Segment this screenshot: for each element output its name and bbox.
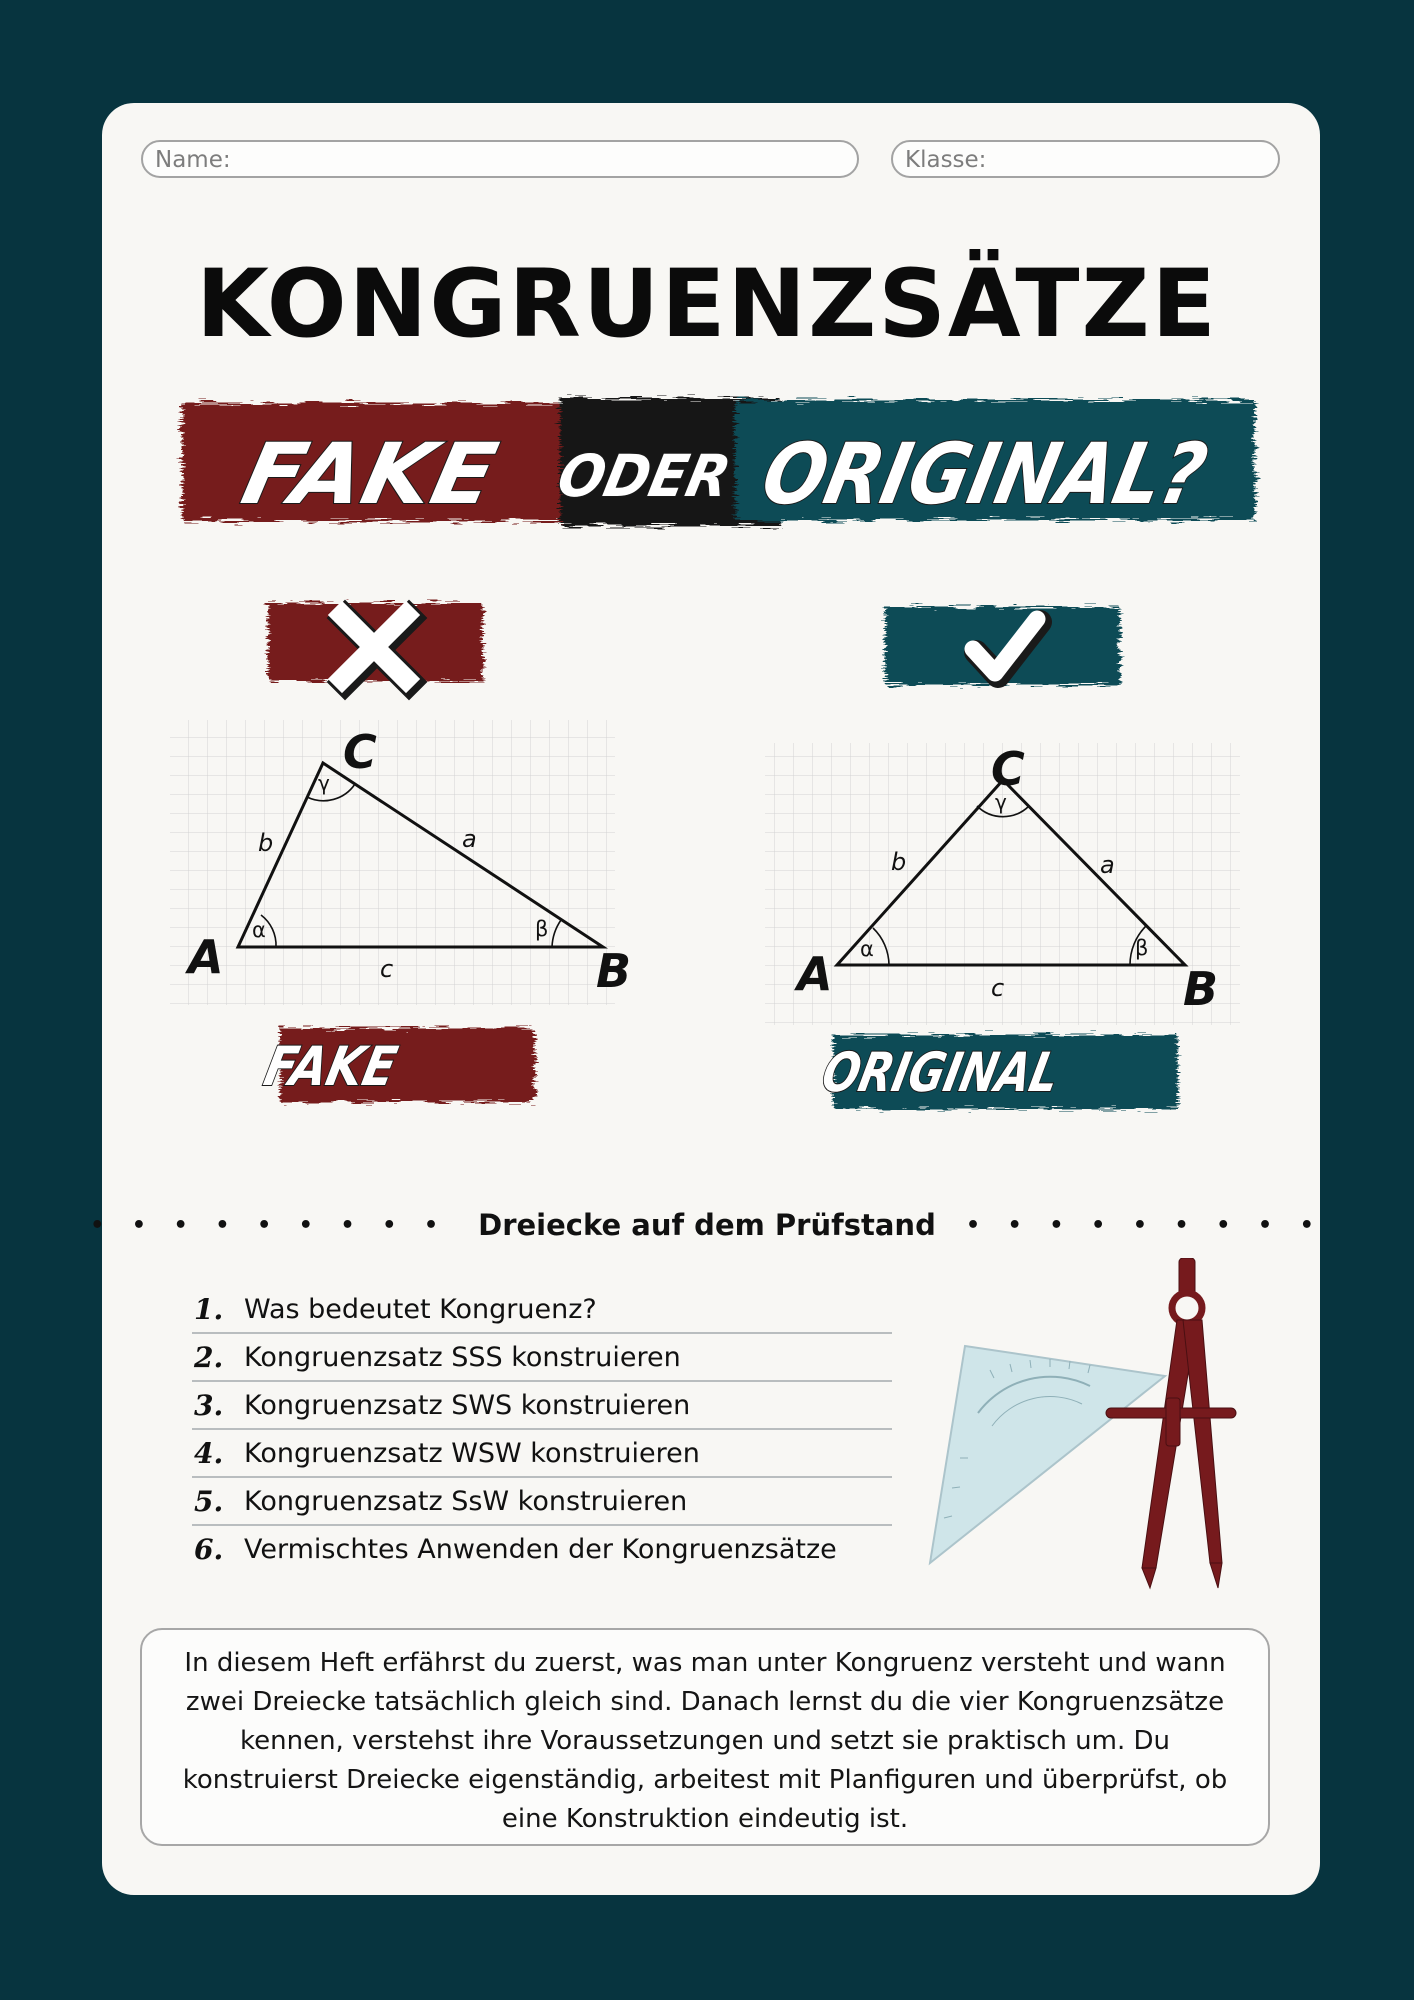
description-box [140, 1628, 1270, 1846]
section-heading-text: Dreiecke auf dem Prüfstand [478, 1208, 936, 1242]
fake-side-c: c [380, 955, 394, 983]
topic-text: Kongruenzsatz SWS konstruieren [244, 1390, 691, 1421]
fake-vertex-c: C [343, 725, 377, 779]
fake-vertex-b: B [596, 944, 632, 998]
original-panel [755, 585, 1285, 1125]
banner-word-original: ORIGINAL? [754, 425, 1280, 524]
original-side-c: c [991, 974, 1005, 1002]
topic-text: Vermischtes Anwenden der Kongruenzsätze [244, 1534, 837, 1565]
topic-number: 6. [194, 1533, 224, 1566]
topic-text: Kongruenzsatz WSW konstruieren [244, 1438, 700, 1469]
description-text: In diesem Heft erfährst du zuerst, was man unter Kongruenz versteht und wann zwei Dreiecke tatsächlich gleich sind. Danach lernst du die vier Kongruenzsätze kennen, verstehst ihre Voraussetzungen und setzt sie praktisch um. Du konstruierst Dreiecke eigenständig, arbeitest mit Planfiguren und überprüfst, ob eine Konstruktion eindeutig ist. [182, 1648, 1228, 1834]
dots-right: • • • • • • • • • [965, 1213, 1324, 1238]
original-angle-beta: β [1135, 936, 1149, 960]
class-label: Klasse: [905, 147, 987, 173]
topic-number: 3. [194, 1389, 224, 1422]
topic-item [192, 1526, 892, 1574]
topic-number: 5. [194, 1485, 224, 1518]
banner-word-oder: ODER [551, 442, 748, 510]
fake-angle-alpha: α [252, 918, 266, 942]
original-side-a: a [1100, 851, 1115, 879]
topic-item [192, 1286, 892, 1334]
dots-left: • • • • • • • • • [90, 1213, 449, 1238]
topic-item [192, 1478, 892, 1526]
fake-side-b: b [258, 829, 274, 857]
fake-label: FAKE [258, 1034, 423, 1098]
set-square-icon [930, 1346, 1165, 1563]
topic-text: Kongruenzsatz SsW konstruieren [244, 1486, 688, 1517]
name-field[interactable] [141, 140, 859, 178]
original-vertex-b: B [1183, 962, 1219, 1016]
fake-panel [150, 585, 670, 1125]
name-label: Name: [155, 147, 231, 173]
original-label: ORIGINAL [816, 1040, 1124, 1104]
topic-item [192, 1430, 892, 1478]
fake-angle-beta: β [535, 917, 549, 941]
topic-list [192, 1286, 892, 1574]
topic-number: 4. [194, 1437, 224, 1470]
class-field[interactable] [891, 140, 1280, 178]
topic-item [192, 1382, 892, 1430]
fake-vertex-a: A [188, 930, 224, 984]
topic-text: Kongruenzsatz SSS konstruieren [244, 1342, 681, 1373]
geometry-tools-illustration [920, 1258, 1250, 1598]
original-vertex-c: C [991, 742, 1025, 796]
topic-text: Was bedeutet Kongruenz? [244, 1294, 597, 1325]
banner-word-fake: FAKE [234, 425, 489, 524]
original-side-b: b [891, 848, 907, 876]
original-angle-gamma: γ [995, 790, 1007, 814]
fake-side-a: a [462, 825, 477, 853]
fake-angle-gamma: γ [318, 771, 330, 795]
original-angle-alpha: α [860, 937, 874, 961]
compass-icon [1106, 1258, 1236, 1588]
page-title: KONGRUENZSÄTZE [196, 250, 1218, 359]
topic-number: 2. [194, 1341, 224, 1374]
topic-item [192, 1334, 892, 1382]
section-heading [0, 1208, 1414, 1242]
original-vertex-a: A [797, 947, 833, 1001]
topic-number: 1. [194, 1293, 224, 1326]
title-banner [160, 378, 1280, 548]
